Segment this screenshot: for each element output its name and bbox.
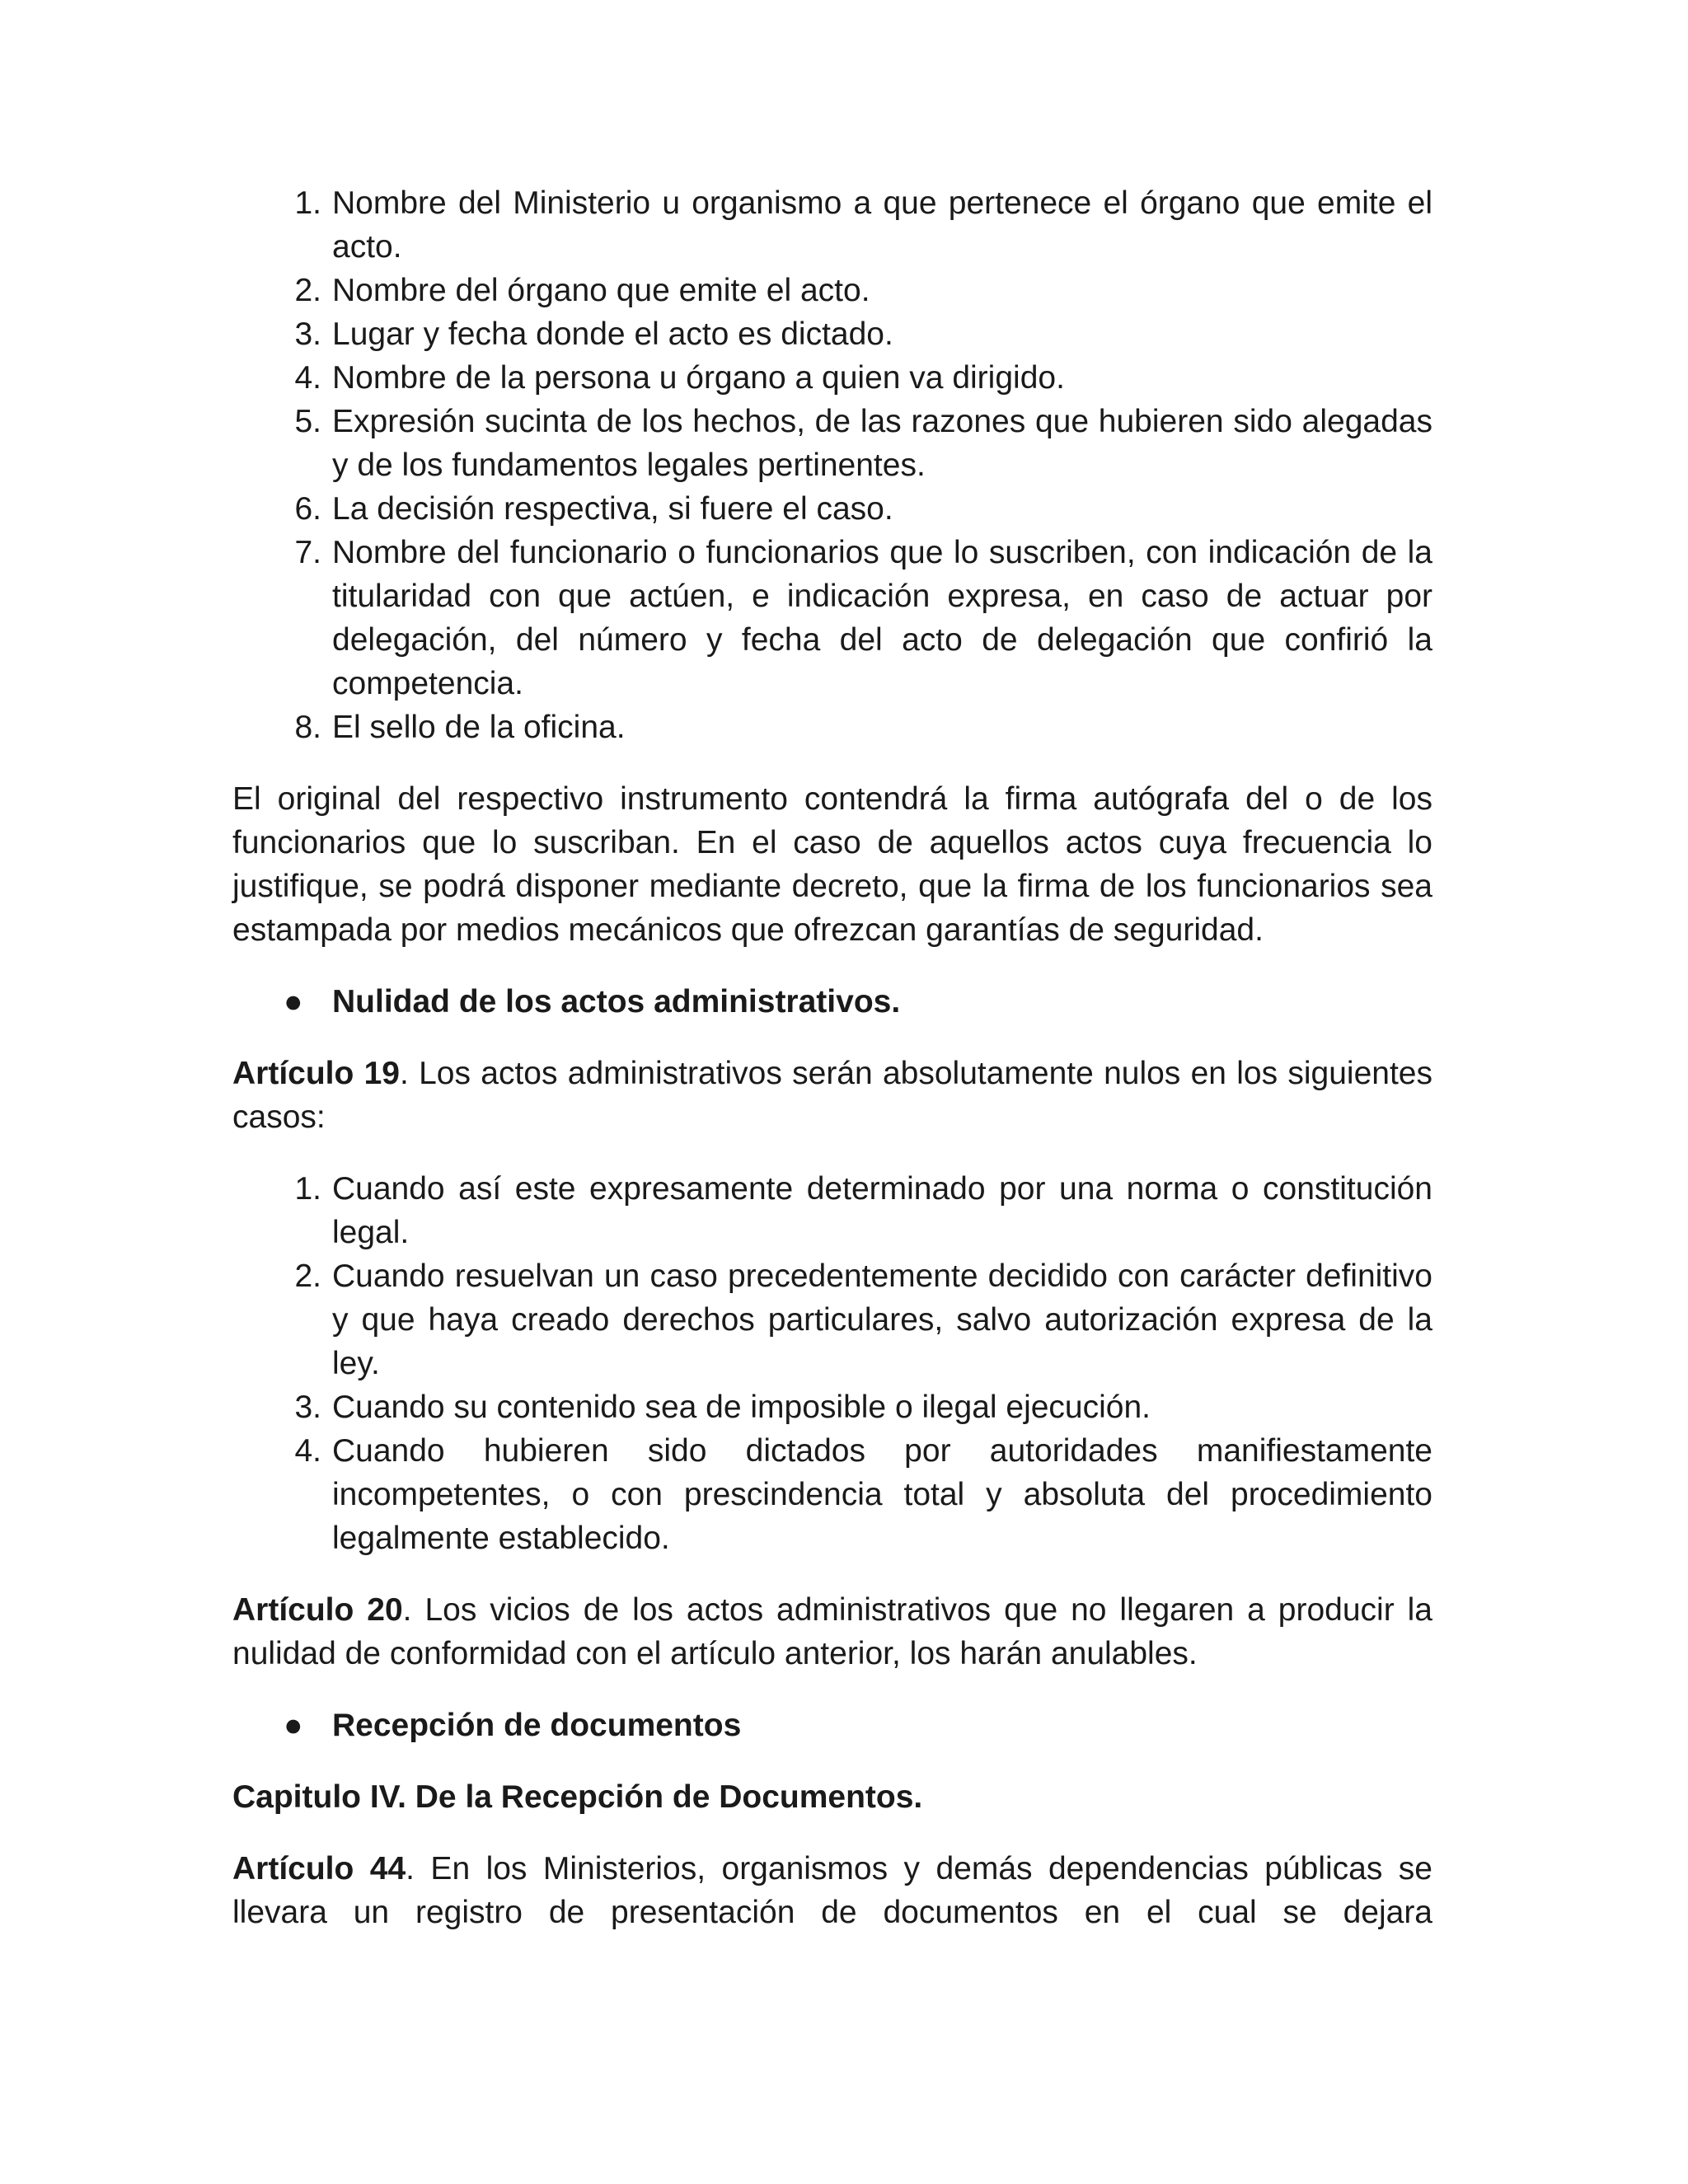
list-text: Nombre del órgano que emite el acto. (332, 273, 870, 308)
article-19 (232, 1052, 1432, 1139)
list-item (232, 531, 1432, 705)
article-20 (232, 1588, 1432, 1675)
list-item (232, 1254, 1432, 1385)
list-item (232, 400, 1432, 487)
list-number: 2. (294, 1258, 321, 1294)
list-text: La decisión respectiva, si fuere el caso. (332, 491, 893, 527)
list-number: 6. (294, 491, 321, 527)
list-item (232, 312, 1432, 356)
requirements-list (232, 181, 1432, 749)
list-number: 3. (294, 1390, 321, 1425)
article-text: . Los vicios de los actos administrativos que no llegaren a producir la nulidad de conformidad con el artículo anterior, los harán anulables. (232, 1592, 1432, 1671)
bullet-text: Nulidad de los actos administrativos. (332, 984, 901, 1019)
chapter-heading: Capitulo IV. De la Recepción de Documentos. (232, 1779, 923, 1815)
list-item (232, 1429, 1432, 1560)
bullet-text: Recepción de documentos (332, 1708, 742, 1743)
article-label: Artículo 44 (232, 1851, 406, 1886)
section-bullet-nulidad (232, 980, 1432, 1024)
list-item (232, 356, 1432, 400)
list-text: Lugar y fecha donde el acto es dictado. (332, 316, 893, 352)
list-text: Cuando así este expresamente determinado por una norma o constitución legal. (332, 1171, 1432, 1250)
list-text: Cuando hubieren sido dictados por autoridades manifiestamente incompetentes, o con prescindencia total y absoluta del procedimiento legalmente establecido. (332, 1433, 1432, 1556)
list-number: 1. (294, 185, 321, 221)
document-page (232, 181, 1432, 1962)
article-text: . Los actos administrativos serán absolutamente nulos en los siguientes casos: (232, 1056, 1432, 1135)
list-number: 2. (294, 273, 321, 308)
signature-paragraph: El original del respectivo instrumento contendrá la firma autógrafa del o de los funcionarios que lo suscriban. En el caso de aquellos actos cuya frecuencia lo justifique, se podrá disponer mediante decreto, que la firma de los funcionarios sea estampada por medios mecánicos que ofrezcan garantías de seguridad. (232, 781, 1432, 948)
list-number: 8. (294, 710, 321, 745)
list-number: 5. (294, 404, 321, 439)
list-text: El sello de la oficina. (332, 710, 626, 745)
list-number: 1. (294, 1171, 321, 1207)
list-item (232, 1167, 1432, 1254)
list-text: Nombre de la persona u órgano a quien va dirigido. (332, 360, 1065, 396)
bullet-icon: ● (284, 1708, 303, 1743)
list-number: 3. (294, 316, 321, 352)
article-label: Artículo 19 (232, 1056, 400, 1091)
list-text: Cuando su contenido sea de imposible o ilegal ejecución. (332, 1390, 1151, 1425)
article-text: . En los Ministerios, organismos y demás dependencias públicas se llevara un registro de presentación de documentos en el cual se dejara (232, 1851, 1432, 1930)
article-44 (232, 1847, 1432, 1934)
list-item (232, 181, 1432, 269)
article-label: Artículo 20 (232, 1592, 403, 1628)
list-text: Cuando resuelvan un caso precedentemente decidido con carácter definitivo y que haya creado derechos particulares, salvo autorización expresa de la ley. (332, 1258, 1432, 1381)
nullity-cases-list (232, 1167, 1432, 1560)
list-text: Expresión sucinta de los hechos, de las razones que hubieren sido alegadas y de los fundamentos legales pertinentes. (332, 404, 1432, 483)
list-number: 7. (294, 535, 321, 570)
list-number: 4. (294, 1433, 321, 1469)
bullet-item (232, 1704, 1432, 1747)
list-item (232, 1385, 1432, 1429)
list-item (232, 705, 1432, 749)
list-text: Nombre del Ministerio u organismo a que pertenece el órgano que emite el acto. (332, 185, 1432, 265)
bullet-item (232, 980, 1432, 1024)
list-item (232, 487, 1432, 531)
list-text: Nombre del funcionario o funcionarios que lo suscriben, con indicación de la titularidad con que actúen, e indicación expresa, en caso de actuar por delegación, del número y fecha del acto de delegación que confirió la competencia. (332, 535, 1432, 701)
bullet-icon: ● (284, 984, 303, 1019)
section-bullet-recepcion (232, 1704, 1432, 1747)
list-number: 4. (294, 360, 321, 396)
list-item (232, 269, 1432, 312)
